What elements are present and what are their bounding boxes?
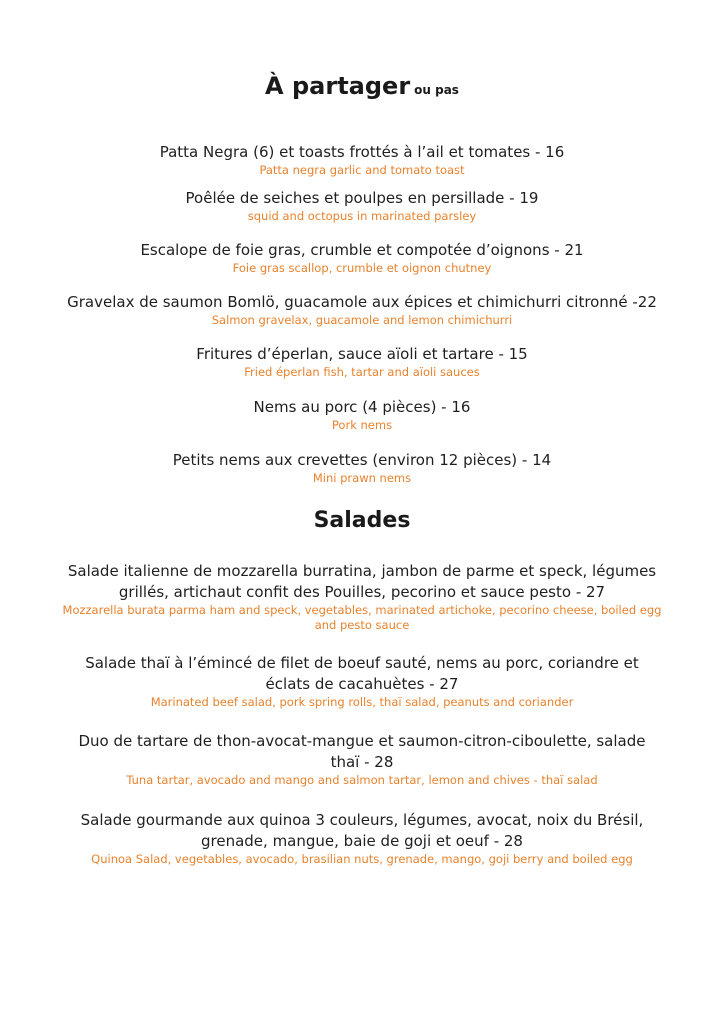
dish-name-en: Foie gras scallop, crumble et oignon chutney bbox=[232, 261, 492, 275]
dish-name-fr: Nems au porc (4 pièces) - 16 bbox=[253, 398, 471, 416]
dish-name-fr: Escalope de foie gras, crumble et compotée d’oignons - 21 bbox=[140, 241, 584, 259]
dish-name-fr: Salade thaï à l’émincé de filet de boeuf sauté, nems au porc, coriandre et éclats de cacahuètes - 27 bbox=[85, 654, 639, 693]
dish-name-en: Mini prawn nems bbox=[312, 471, 412, 485]
dish-name-en: Salmon gravelax, guacamole and lemon chimichurri bbox=[211, 313, 513, 327]
dish-name-en: Patta negra garlic and tomato toast bbox=[259, 163, 465, 177]
menu-item bbox=[50, 188, 674, 224]
dish-name-en: Quinoa Salad, vegetables, avocado, brasilian nuts, grenade, mango, goji berry and boiled egg bbox=[91, 852, 633, 866]
dish-name-en: Pork nems bbox=[331, 418, 393, 432]
dish-name-en: Mozzarella burata parma ham and speck, vegetables, marinated artichoke, pecorino cheese, boiled egg and pesto sauce bbox=[62, 603, 662, 632]
dish-name-en: Fried éperlan fish, tartar and aïoli sauces bbox=[244, 365, 480, 379]
menu-item bbox=[50, 344, 674, 380]
menu-item bbox=[62, 731, 662, 788]
menu-item bbox=[50, 142, 674, 178]
dish-name-fr: Fritures d’éperlan, sauce aïoli et tartare - 15 bbox=[196, 345, 528, 363]
section-title-text: À partager bbox=[265, 72, 411, 100]
menu-item bbox=[30, 292, 694, 328]
dish-name-en: Tuna tartar, avocado and mango and salmon tartar, lemon and chives - thaï salad bbox=[126, 773, 598, 787]
section-title-suffix: ou pas bbox=[414, 83, 459, 97]
menu-item bbox=[62, 561, 662, 633]
dish-name-en: squid and octopus in marinated parsley bbox=[247, 209, 477, 223]
section-title-salades: Salades bbox=[313, 508, 411, 533]
dish-name-fr: Salade gourmande aux quinoa 3 couleurs, légumes, avocat, noix du Brésil, grenade, mangue, baie de goji et oeuf - 28 bbox=[80, 811, 644, 850]
dish-name-fr: Patta Negra (6) et toasts frottés à l’ail et tomates - 16 bbox=[159, 143, 565, 161]
dish-name-fr: Duo de tartare de thon-avocat-mangue et saumon-citron-ciboulette, salade thaï - 28 bbox=[78, 732, 646, 771]
section-title-a-partager bbox=[0, 72, 724, 100]
dish-name-fr: Poêlée de seiches et poulpes en persillade - 19 bbox=[185, 189, 539, 207]
menu-item bbox=[62, 810, 662, 867]
dish-name-fr: Petits nems aux crevettes (environ 12 pièces) - 14 bbox=[172, 451, 552, 469]
menu-item bbox=[50, 240, 674, 276]
menu-item bbox=[62, 653, 662, 710]
dish-name-en: Marinated beef salad, pork spring rolls, thaï salad, peanuts and coriander bbox=[150, 695, 574, 709]
dish-name-fr: Salade italienne de mozzarella burratina, jambon de parme et speck, légumes grillés, artichaut confit des Pouilles, pecorino et sauce pesto - 27 bbox=[67, 562, 657, 601]
menu-item bbox=[50, 397, 674, 433]
menu-item bbox=[50, 450, 674, 486]
dish-name-fr: Gravelax de saumon Bomlö, guacamole aux épices et chimichurri citronné -22 bbox=[67, 293, 657, 311]
